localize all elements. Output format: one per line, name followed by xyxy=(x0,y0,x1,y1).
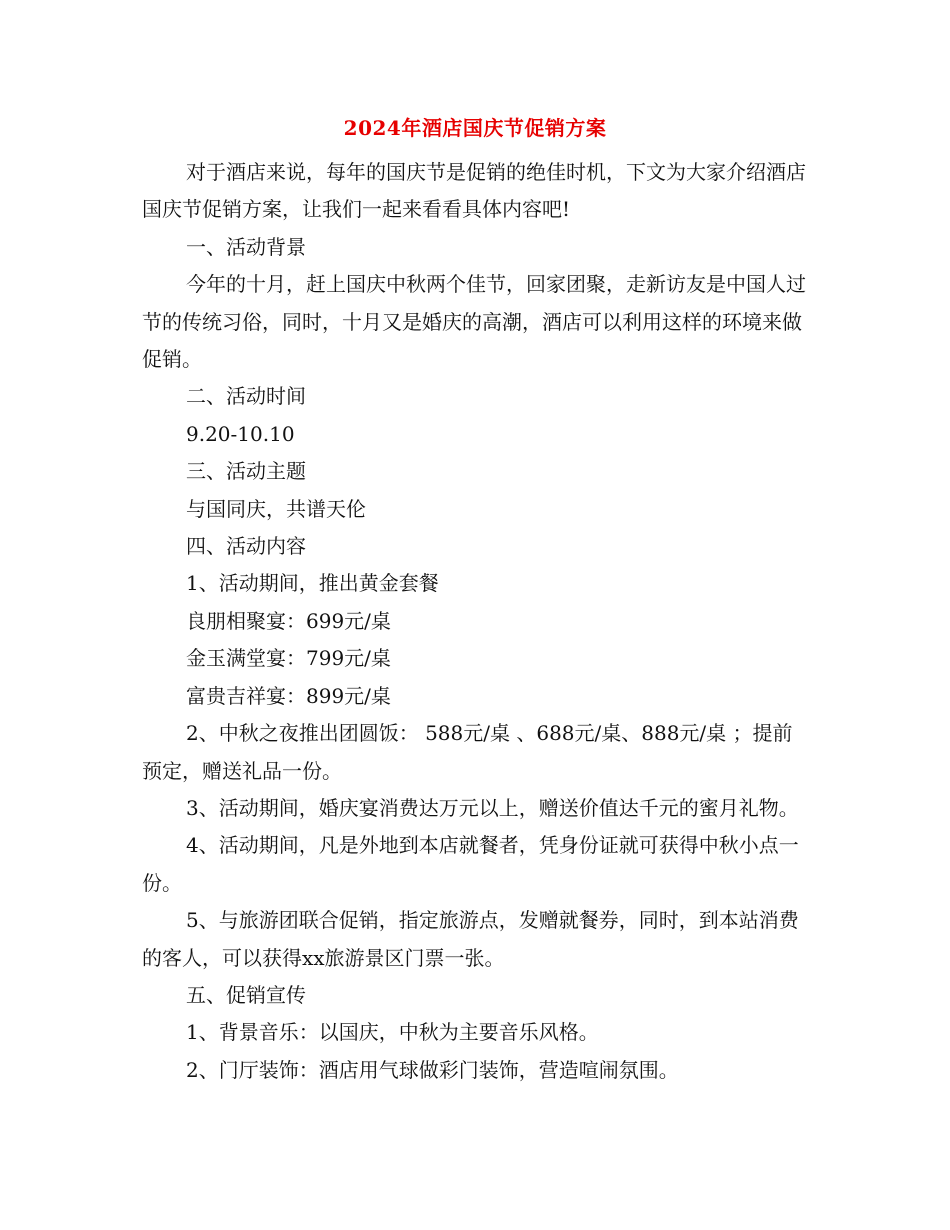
section-heading-theme: 三、活动主题 xyxy=(186,459,306,484)
theme-paragraph: 与国同庆，共谱天伦 xyxy=(186,496,366,521)
section-heading-promotion: 五、促销宣传 xyxy=(186,982,306,1007)
content-item-1: 1、活动期间，推出黄金套餐 xyxy=(186,571,439,596)
document-title: 2024年酒店国庆节促销方案 xyxy=(343,116,607,140)
package-line-1: 良朋相聚宴：699元/桌 xyxy=(186,608,391,633)
package-line-3: 富贵吉祥宴：899元/桌 xyxy=(186,683,391,708)
time-paragraph: 9.20-10.10 xyxy=(186,421,295,446)
promotion-item-2: 2、门厅装饰：酒店用气球做彩门装饰，营造喧闹氛围。 xyxy=(186,1057,679,1082)
content-item-4: 4、活动期间，凡是外地到本店就餐者，凭身份证就可获得中秋小点一份。 xyxy=(142,833,799,895)
promotion-item-1: 1、背景音乐：以国庆，中秋为主要音乐风格。 xyxy=(186,1020,599,1045)
background-paragraph: 今年的十月，赶上国庆中秋两个佳节，回家团聚，走新访友是中国人过节的传统习俗，同时，十月又是婚庆的高潮，酒店可以利用这样的环境来做促销。 xyxy=(142,272,806,372)
package-line-2: 金玉满堂宴：799元/桌 xyxy=(186,646,391,671)
intro-paragraph: 对于酒店来说，每年的国庆节是促销的绝佳时机，下文为大家介绍酒店国庆节促销方案，让我们一起来看看具体内容吧! xyxy=(142,160,806,222)
content-item-3: 3、活动期间，婚庆宴消费达万元以上，赠送价值达千元的蜜月礼物。 xyxy=(186,795,799,820)
section-heading-background: 一、活动背景 xyxy=(186,234,306,259)
document-body xyxy=(142,154,812,1089)
section-heading-content: 四、活动内容 xyxy=(186,534,306,559)
content-item-5: 5、与旅游团联合促销，指定旅游点，发赠就餐券，同时，到本站消费的客人，可以获得xx旅游景区门票一张。 xyxy=(142,908,799,970)
section-heading-time: 二、活动时间 xyxy=(186,384,306,409)
content-item-2: 2、中秋之夜推出团圆饭： 588元/桌 、688元/桌、888元/桌 ；提前预定，赠送礼品一份。 xyxy=(142,721,793,783)
